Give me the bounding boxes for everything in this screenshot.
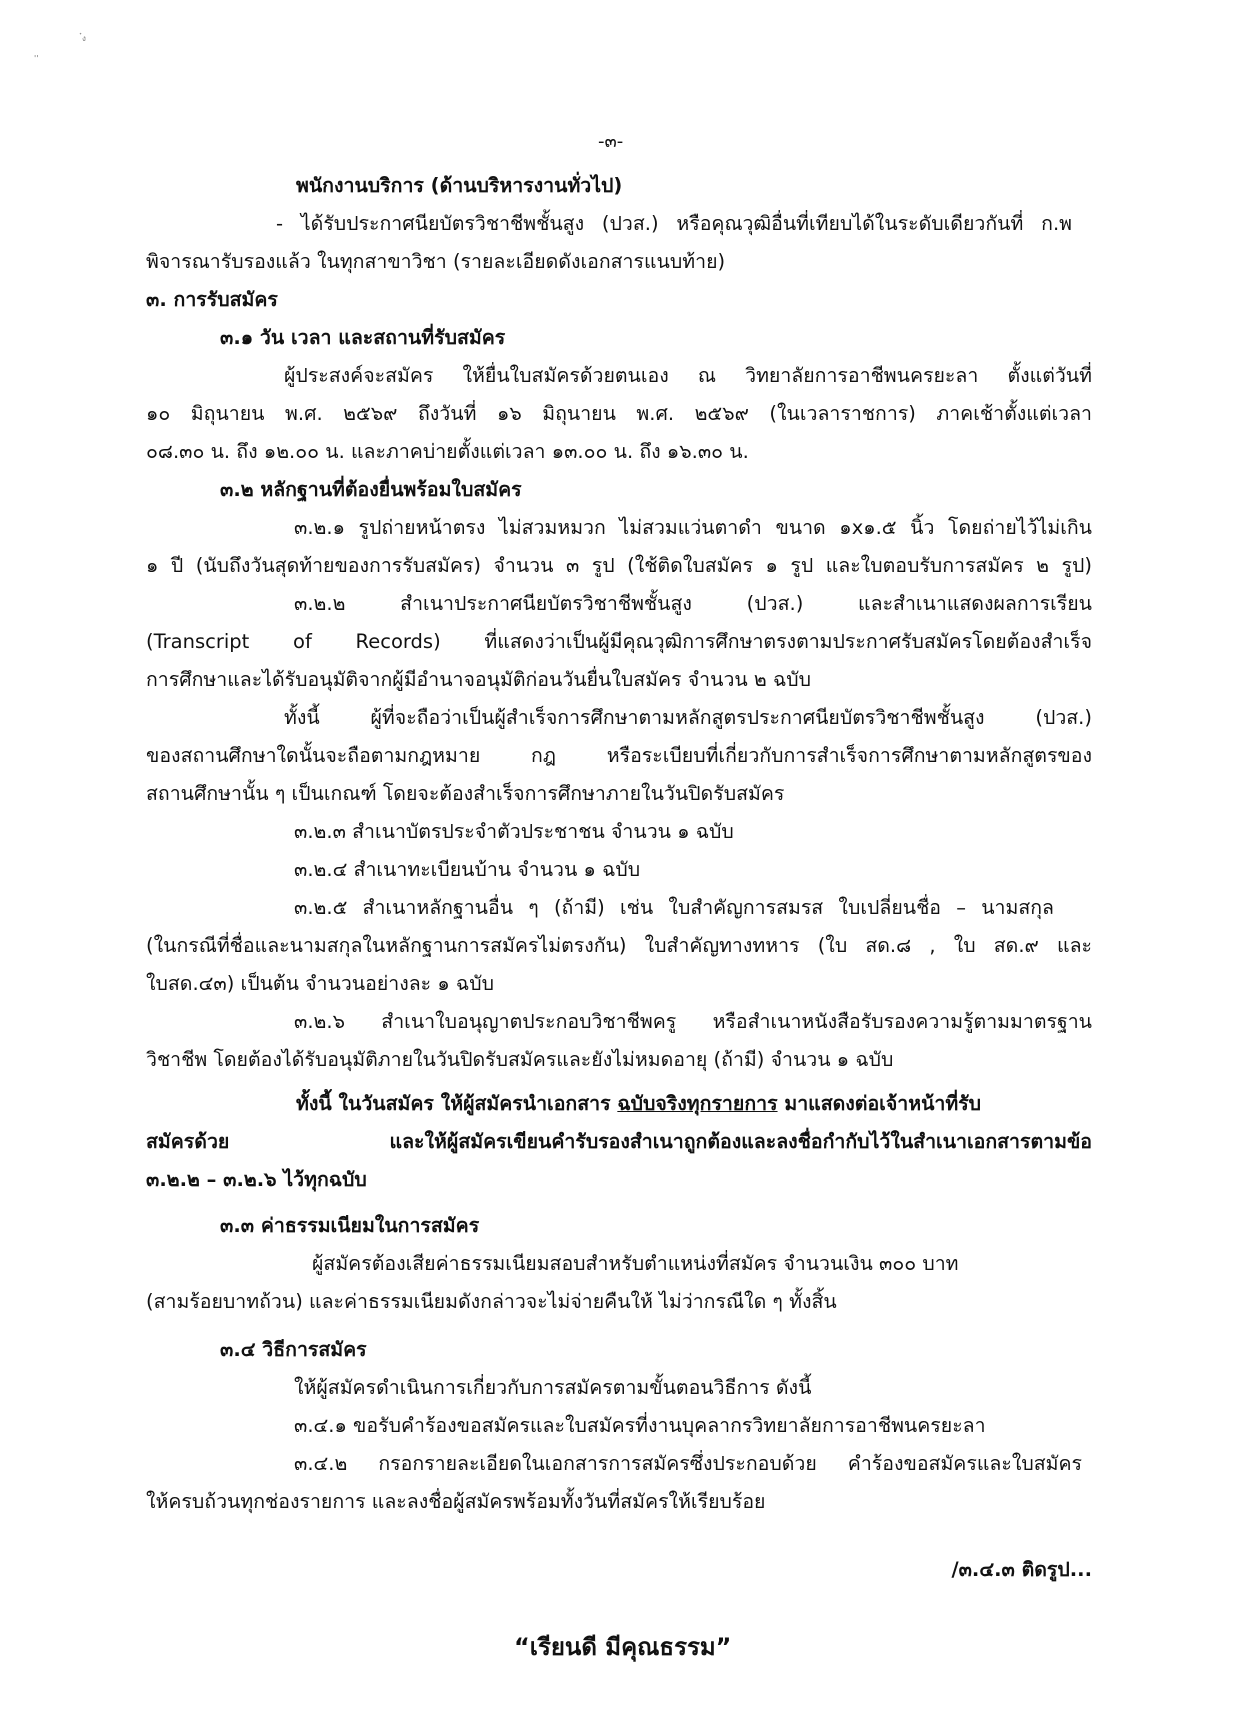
important-notice	[296, 1090, 981, 1118]
paragraph-line: ผู้สมัครต้องเสียค่าธรรมเนียมสอบสำหรับตำแหน่งที่สมัคร จำนวนเงิน ๓๐๐ บาท	[312, 1252, 959, 1275]
list-item: ๓.๒.๕ สำเนาหลักฐานอื่น ๆ (ถ้ามี) เช่น ใบสำคัญการสมรส ใบเปลี่ยนชื่อ – นามสกุล	[294, 896, 1054, 919]
note-line: ของสถานศึกษาใดนั้นจะถือตามกฎหมาย กฎ หรือระเบียบที่เกี่ยวกับการสำเร็จการศึกษาตามหลักสูตรของ	[146, 744, 1092, 767]
qualification-line: พิจารณารับรองแล้ว ในทุกสาขาวิชา (รายละเอียดดังเอกสารแนบท้าย)	[146, 250, 726, 273]
scan-speck: ''	[34, 54, 39, 63]
continuation-marker: /๓.๔.๓ ติดรูป...	[951, 1558, 1092, 1581]
subsection-heading: ๓.๔ วิธีการสมัคร	[220, 1338, 367, 1361]
subsection-heading: ๓.๑ วัน เวลา และสถานที่รับสมัคร	[220, 326, 506, 349]
subsection-heading: ๓.๒ หลักฐานที่ต้องยื่นพร้อมใบสมัคร	[220, 478, 522, 501]
list-item: (ในกรณีที่ชื่อและนามสกุลในหลักฐานการสมัครไม่ตรงกัน) ใบสำคัญทางทหาร (ใบ สด.๘ , ใบ สด.๙ และ	[146, 934, 1092, 957]
paragraph-line: ผู้ประสงค์จะสมัคร ให้ยื่นใบสมัครด้วยตนเอง ณ วิทยาลัยการอาชีพนครยะลา ตั้งแต่วันที่	[284, 364, 1092, 387]
qualification-line: - ได้รับประกาศนียบัตรวิชาชีพชั้นสูง (ปวส.) หรือคุณวุฒิอื่นที่เทียบได้ในระดับเดียวกันที่ ก.พ	[276, 212, 1072, 235]
paragraph-line: ๑๐ มิถุนายน พ.ศ. ๒๕๖๙ ถึงวันที่ ๑๖ มิถุนายน พ.ศ. ๒๕๖๙ (ในเวลาราชการ) ภาคเช้าตั้งแต่เวลา	[146, 402, 1092, 425]
page-number: -๓-	[598, 131, 624, 152]
list-item: วิชาชีพ โดยต้องได้รับอนุมัติภายในวันปิดรับสมัครและยังไม่หมดอายุ (ถ้ามี) จำนวน ๑ ฉบับ	[146, 1048, 894, 1071]
note-line: ทั้งนี้ ผู้ที่จะถือว่าเป็นผู้สำเร็จการศึกษาตามหลักสูตรประกาศนียบัตรวิชาชีพชั้นสูง (ปวส.)	[284, 706, 1092, 729]
important-notice-line: สมัครด้วย และให้ผู้สมัครเขียนคำรับรองสำเนาถูกต้องและลงชื่อกำกับไว้ในสำเนาเอกสารตามข้อ	[146, 1130, 1092, 1153]
list-item: ๓.๔.๒ กรอกรายละเอียดในเอกสารการสมัครซึ่งประกอบด้วย คำร้องขอสมัครและใบสมัคร	[294, 1452, 1082, 1475]
notice-text: ทั้งนี้ ในวันสมัคร ให้ผู้สมัครนำเอกสาร	[296, 1092, 618, 1115]
list-item: ๓.๒.๑ รูปถ่ายหน้าตรง ไม่สวมหมวก ไม่สวมแว่นตาดำ ขนาด ๑x๑.๕ นิ้ว โดยถ่ายไว้ไม่เกิน	[294, 516, 1092, 539]
list-item: ๓.๒.๔ สำเนาทะเบียนบ้าน จำนวน ๑ ฉบับ	[294, 858, 641, 881]
list-item: การศึกษาและได้รับอนุมัติจากผู้มีอำนาจอนุมัติก่อนวันยื่นใบสมัคร จำนวน ๒ ฉบับ	[146, 668, 812, 691]
list-item: ๓.๒.๓ สำเนาบัตรประจำตัวประชาชน จำนวน ๑ ฉบับ	[294, 820, 734, 843]
motto: “เรียนดี มีคุณธรรม”	[514, 1633, 732, 1661]
section-title: ๓. การรับสมัคร	[146, 288, 278, 311]
list-item: ๓.๒.๒ สำเนาประกาศนียบัตรวิชาชีพชั้นสูง (ปวส.) และสำเนาแสดงผลการเรียน	[294, 592, 1092, 615]
scan-speck: ๋ง	[82, 34, 86, 43]
list-item: ๓.๔.๑ ขอรับคำร้องขอสมัครและใบสมัครที่งานบุคลากรวิทยาลัยการอาชีพนครยะลา	[294, 1414, 986, 1437]
list-item: ๑ ปี (นับถึงวันสุดท้ายของการรับสมัคร) จำนวน ๓ รูป (ใช้ติดใบสมัคร ๑ รูป และใบตอบรับการสมัคร ๒ รูป)	[146, 554, 1092, 577]
subsection-heading: ๓.๓ ค่าธรรมเนียมในการสมัคร	[220, 1214, 480, 1237]
notice-text: มาแสดงต่อเจ้าหน้าที่รับ	[777, 1092, 982, 1115]
note-line: สถานศึกษานั้น ๆ เป็นเกณฑ์ โดยจะต้องสำเร็จการศึกษาภายในวันปิดรับสมัคร	[146, 782, 785, 805]
notice-underlined-text: ฉบับจริงทุกรายการ	[617, 1092, 778, 1115]
paragraph-line: ๐๘.๓๐ น. ถึง ๑๒.๐๐ น. และภาคบ่ายตั้งแต่เวลา ๑๓.๐๐ น. ถึง ๑๖.๓๐ น.	[146, 440, 749, 463]
list-item: ใบสด.๔๓) เป็นต้น จำนวนอย่างละ ๑ ฉบับ	[146, 972, 494, 995]
list-item: (Transcript of Records) ที่แสดงว่าเป็นผู้มีคุณวุฒิการศึกษาตรงตามประกาศรับสมัครโดยต้องสำเร็จ	[146, 630, 1092, 653]
paragraph-line: (สามร้อยบาทถ้วน) และค่าธรรมเนียมดังกล่าวจะไม่จ่ายคืนให้ ไม่ว่ากรณีใด ๆ ทั้งสิ้น	[146, 1290, 837, 1313]
position-title: พนักงานบริการ (ด้านบริหารงานทั่วไป)	[296, 174, 623, 197]
paragraph-line: ให้ผู้สมัครดำเนินการเกี่ยวกับการสมัครตามขั้นตอนวิธีการ ดังนี้	[294, 1376, 812, 1399]
list-item: ให้ครบถ้วนทุกช่องรายการ และลงชื่อผู้สมัครพร้อมทั้งวันที่สมัครให้เรียบร้อย	[146, 1490, 766, 1513]
important-notice-line: ๓.๒.๒ – ๓.๒.๖ ไว้ทุกฉบับ	[146, 1168, 367, 1191]
list-item: ๓.๒.๖ สำเนาใบอนุญาตประกอบวิชาชีพครู หรือสำเนาหนังสือรับรองความรู้ตามมาตรฐาน	[294, 1010, 1092, 1033]
